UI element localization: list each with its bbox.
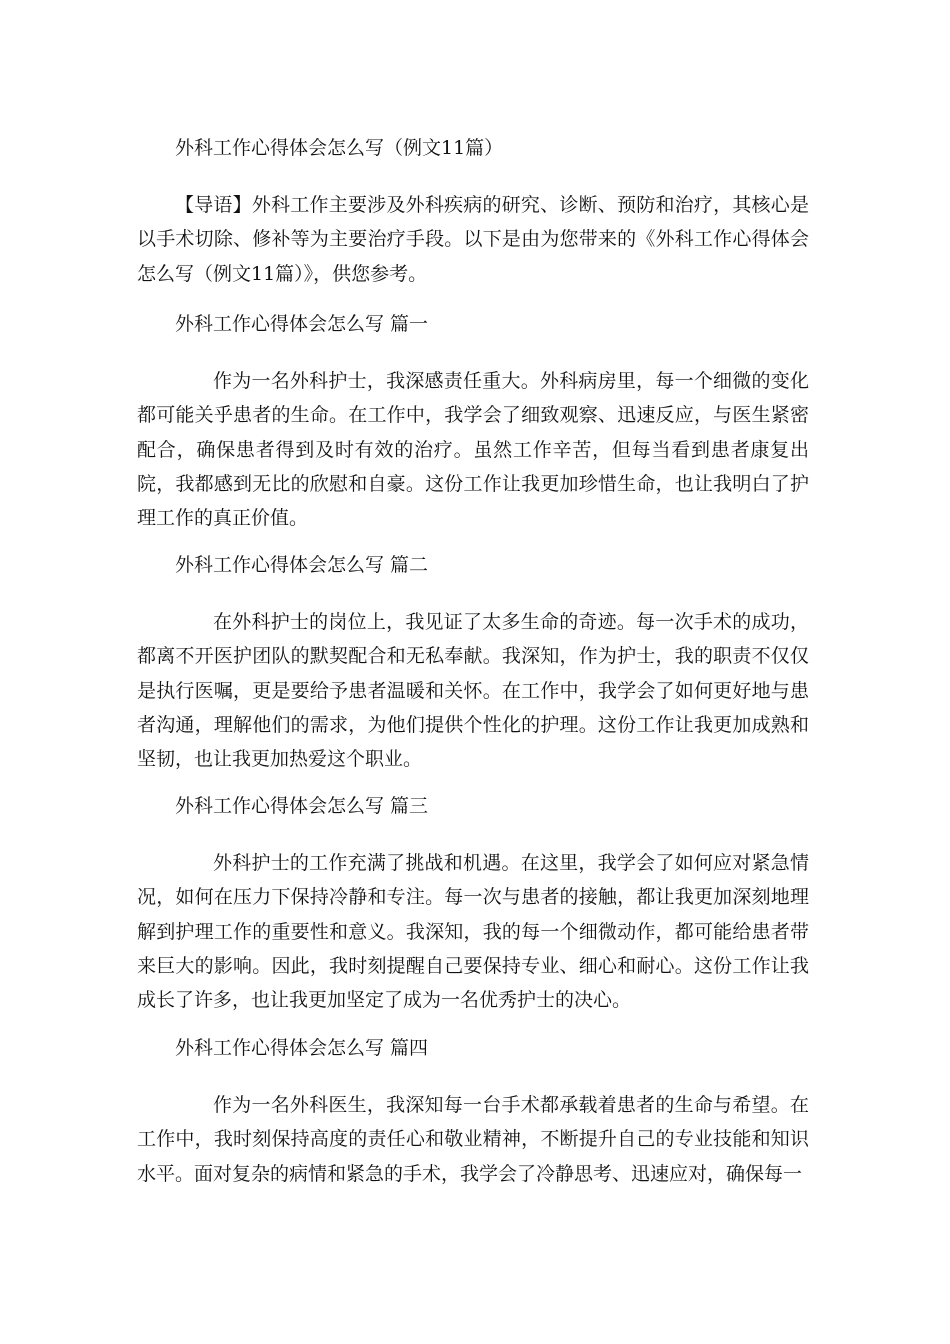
intro-paragraph: 【导语】外科工作主要涉及外科疾病的研究、诊断、预防和治疗，其核心是以手术切除、修补等为主要治疗手段。以下是由为您带来的《外科工作心得体会怎么写（例文11篇）》，供您参考。	[137, 194, 809, 285]
section-heading-3: 外科工作心得体会怎么写 篇三	[175, 795, 429, 817]
section-body-3: 外科护士的工作充满了挑战和机遇。在这里，我学会了如何应对紧急情况，如何在压力下保持冷静和专注。每一次与患者的接触，都让我更加深刻地理解到护理工作的重要性和意义。我深知，我的每一个细微动作，都可能给患者带来巨大的影响。因此，我时刻提醒自己要保持专业、细心和耐心。这份工作让我成长了许多，也让我更加坚定了成为一名优秀护士的决心。	[137, 852, 809, 1012]
section-heading-2: 外科工作心得体会怎么写 篇二	[175, 554, 429, 576]
section-body-1: 作为一名外科护士，我深感责任重大。外科病房里，每一个细微的变化都可能关乎患者的生命。在工作中，我学会了细致观察、迅速反应，与医生紧密配合，确保患者得到及时有效的治疗。虽然工作辛苦，但每当看到患者康复出院，我都感到无比的欣慰和自豪。这份工作让我更加珍惜生命，也让我明白了护理工作的真正价值。	[137, 370, 809, 530]
section-heading-4: 外科工作心得体会怎么写 篇四	[175, 1037, 429, 1059]
section-heading-1: 外科工作心得体会怎么写 篇一	[175, 313, 429, 335]
section-body-4: 作为一名外科医生，我深知每一台手术都承载着患者的生命与希望。在工作中，我时刻保持高度的责任心和敬业精神，不断提升自己的专业技能和知识水平。面对复杂的病情和紧急的手术，我学会了冷静思考、迅速应对，确保每一	[137, 1094, 809, 1185]
section-body-2: 在外科护士的岗位上，我见证了太多生命的奇迹。每一次手术的成功，都离不开医护团队的默契配合和无私奉献。我深知，作为护士，我的职责不仅仅是执行医嘱，更是要给予患者温暖和关怀。在工作中，我学会了如何更好地与患者沟通，理解他们的需求，为他们提供个性化的护理。这份工作让我更加成熟和坚韧，也让我更加热爱这个职业。	[137, 611, 809, 771]
document-title: 外科工作心得体会怎么写（例文11篇）	[175, 137, 504, 159]
